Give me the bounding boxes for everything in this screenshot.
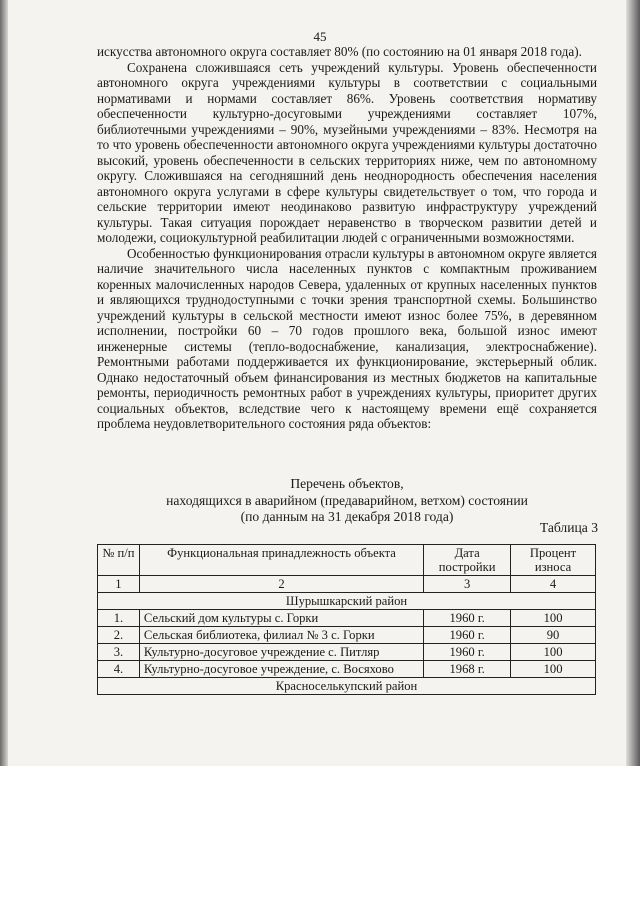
paragraph-2: Сохранена сложившаяся сеть учреждений культуры. Уровень обеспеченности автономного округа учреждениями культуры в соответствии с социальными нормативами и нормами составляет 86%. Уровень соответствия нормативу обеспеченности культурно-досуговыми учреждениями составляет 107%, библиотечными учреждениями – 90%, музейными учреждениями – 83%. Несмотря на то что уровень обеспеченности автономного округа учреждениями культуры достаточно высокий, уровень обеспеченности в сельских территориях ниже, чем по автономному округу. Сложившаяся на сегодняшний день неоднородность обеспечения населения автономного округа услугами в сфере культуры свидетельствует о том, что города и сельские территории имеют неодинаково развитую инфраструктуру учреждений культуры. Такая ситуация порождает неравенство в творческом развитии детей и молодежи, социокультурной реабилитации людей с ограниченными возможностями.: [97, 59, 597, 245]
list-title-line-1: Перечень объектов,: [290, 476, 404, 491]
section-krasnoselkupsky: Красноселькупский район: [98, 678, 596, 695]
row-wear: 100: [511, 661, 596, 678]
row-number: 1.: [98, 610, 140, 627]
table-row: [98, 627, 596, 644]
row-wear: 100: [511, 644, 596, 661]
row-wear: 100: [511, 610, 596, 627]
row-year: 1960 г.: [424, 644, 511, 661]
col-number-3: 3: [424, 576, 511, 593]
row-object: Сельская библиотека, филиал № 3 с. Горки: [139, 627, 423, 644]
row-object: Сельский дом культуры с. Горки: [139, 610, 423, 627]
row-year: 1960 г.: [424, 627, 511, 644]
table-row: [98, 661, 596, 678]
header-wear: Процент износа: [511, 545, 596, 576]
row-object: Культурно-досуговое учреждение, с. Восяхово: [139, 661, 423, 678]
table-col-numbers-row: [98, 576, 596, 593]
page-number: 45: [313, 29, 327, 44]
scan-edge-left: [0, 0, 8, 766]
table-label: Таблица 3: [539, 520, 598, 535]
objects-table: [97, 544, 596, 695]
row-object: Культурно-досуговое учреждение с. Питляр: [139, 644, 423, 661]
paragraph-3: Особенностью функционирования отрасли культуры в автономном округе является наличие значительного числа населенных пунктов с компактным проживанием коренных малочисленных народов Севера, удаленных от крупных населенных пунктов и являющихся труднодоступными с точки зрения транспортной схемы. Большинство учреждений культуры в сельской местности имеют износ более 75%, в деревянном исполнении, постройки 60 – 70 годов прошлого века, большой износ имеют инженерные системы (тепло-водоснабжение, канализация, электроснабжение). Ремонтными работами поддерживается их функционирование, экстерьерный облик. Однако недостаточный объем финансирования из местных бюджетов на капитальные ремонты, периодичность ремонтных работ в учреждениях культуры, приоритет других социальных объектов, вследствие чего к настоящему времени ещё сохраняется проблема неудовлетворительного состояния ряда объектов:: [97, 245, 597, 431]
col-number-2: 2: [139, 576, 423, 593]
list-title: [97, 476, 597, 526]
col-number-1: 1: [98, 576, 140, 593]
section-shuryshkarsky: Шурышкарский район: [98, 593, 596, 610]
row-wear: 90: [511, 627, 596, 644]
table-row: [98, 644, 596, 661]
row-year: 1968 г.: [424, 661, 511, 678]
paragraph-1: искусства автономного округа составляет 80% (по состоянию на 01 января 2018 года).: [97, 44, 582, 59]
header-number: № п/п: [98, 545, 140, 576]
table-section-row: [98, 678, 596, 695]
table-section-row: [98, 593, 596, 610]
row-number: 2.: [98, 627, 140, 644]
row-number: 4.: [98, 661, 140, 678]
col-number-4: 4: [511, 576, 596, 593]
row-number: 3.: [98, 644, 140, 661]
table-row: [98, 610, 596, 627]
row-year: 1960 г.: [424, 610, 511, 627]
list-title-line-2: находящихся в аварийном (предаварийном, ветхом) состоянии: [166, 492, 528, 508]
body-text: [97, 44, 597, 432]
list-title-line-3: (по данным на 31 декабря 2018 года): [240, 509, 454, 524]
header-function: Функциональная принадлежность объекта: [139, 545, 423, 576]
scan-edge-right: [626, 0, 640, 766]
header-year: Дата постройки: [424, 545, 511, 576]
table-header-row: [98, 545, 596, 576]
